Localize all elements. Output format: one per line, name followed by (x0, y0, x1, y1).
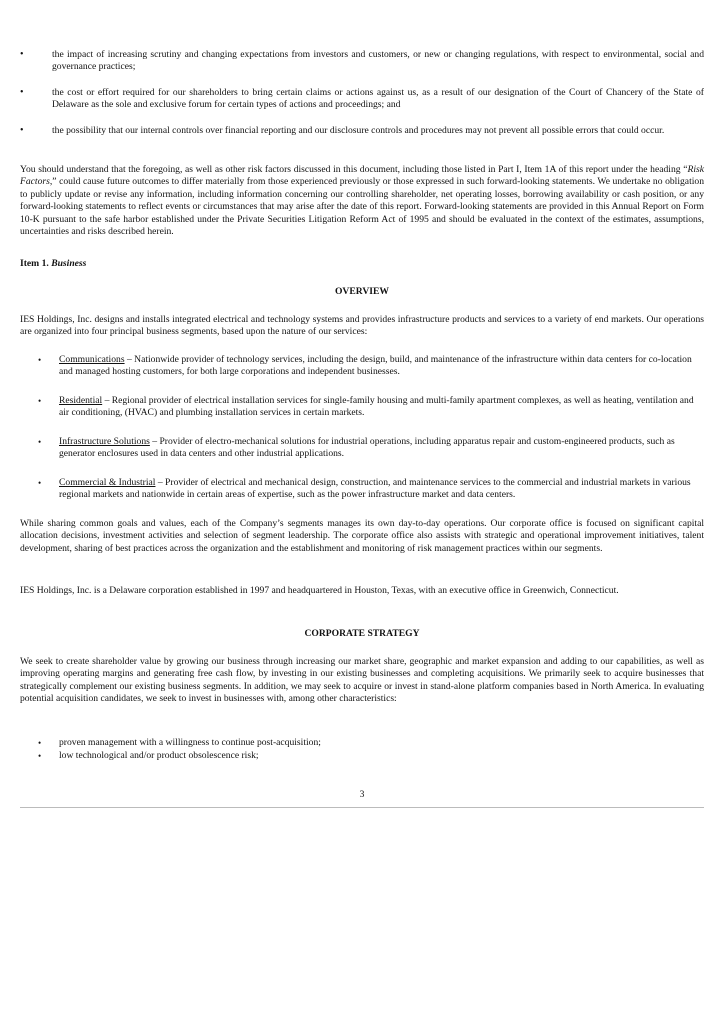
bullet-icon: • (38, 355, 42, 365)
segment-name: Communications (59, 354, 125, 365)
bullet-icon: • (20, 125, 24, 136)
overview-paragraph-2: While sharing common goals and values, each of the Company’s segments manages its own day-to-day operations. Our corporate office is focused on significant capital allocation decisions, investment activities and selection of segment leadership. The corporate office also assists with strategic and operational improvement initiatives, talent development, sharing of best practices across the organization and the establishment and monitoring of risk management practices within our segments. (20, 518, 704, 554)
bullet-text: low technological and/or product obsolescence risk; (59, 750, 259, 761)
segment-item-commercial-industrial (38, 477, 700, 502)
strategy-bullet (38, 750, 700, 762)
segment-desc: – Nationwide provider of technology services, including the design, build, and maintenance of the infrastructure within data centers for co-location and managed hosting customers, for both large corporations and independent businesses. (59, 354, 692, 378)
strategy-bullet (38, 737, 700, 749)
risk-factors-paragraph: You should understand that the foregoing, as well as other risk factors discussed in this document, including those listed in Part I, Item 1A of this report under the heading “Risk Factors,” could cause future outcomes to differ materially from those experienced previously or those expressed in such forward-looking statements. We undertake no obligation to publicly update or revise any information, including information concerning our controlling shareholder, net operating losses, borrowing availability or cash position, or any forward-looking statements to reflect events or circumstances that may arise after the date of this report. Forward-looking statements are provided in this Annual Report on Form 10-K pursuant to the safe harbor established under the Private Securities Litigation Reform Act of 1995 and should be evaluated in the context of the estimates, assumptions, uncertainties and risks described herein. (20, 164, 704, 238)
bullet-text: the cost or effort required for our shareholders to bring certain claims or actions against us, as a result of our designation of the Court of Chancery of the State of Delaware as the sole and exclusive forum for certain types of actions and proceedings; and (52, 87, 704, 111)
bullet-text: proven management with a willingness to continue post-acquisition; (59, 737, 321, 748)
bullet-icon: • (20, 49, 24, 60)
overview-heading: OVERVIEW (334, 286, 390, 297)
bullet-icon: • (20, 87, 24, 98)
item-1-heading: Item 1. Business (20, 258, 87, 269)
risk-factors-emphasis: Risk Factors (20, 164, 704, 188)
segment-desc: – Provider of electrical and mechanical design, construction, and maintenance services to the commercial and industrial markets in various regional markets and nationwide in certain areas of expertise, such as the power infrastructure market and data centers. (59, 477, 691, 501)
bullet-text: the possibility that our internal controls over financial reporting and our disclosure controls and procedures may not prevent all possible errors that could occur. (52, 125, 665, 136)
segment-desc: – Provider of electro-mechanical solutions for industrial operations, including apparatus repair and custom-engineered products, such as generator enclosures used in data centers and other industrial applications. (59, 436, 675, 460)
segment-name: Infrastructure Solutions (59, 436, 150, 447)
segment-name: Commercial & Industrial (59, 477, 156, 488)
bullet-icon: • (38, 396, 42, 406)
corporate-strategy-heading: CORPORATE STRATEGY (304, 628, 420, 639)
bullet-text: the impact of increasing scrutiny and changing expectations from investors and customers, or new or changing regulations, with respect to environmental, social and governance practices; (52, 49, 704, 73)
segment-item-communications (38, 354, 700, 379)
bullet-icon: • (38, 751, 42, 761)
page-divider (20, 807, 704, 808)
bullet-icon: • (38, 478, 42, 488)
page-number: 3 (359, 789, 365, 800)
risk-bullet (20, 125, 704, 137)
segment-name: Residential (59, 395, 103, 406)
bullet-icon: • (38, 738, 42, 748)
bullet-icon: • (38, 437, 42, 447)
risk-bullet (20, 49, 704, 74)
risk-bullet (20, 87, 704, 112)
strategy-paragraph: We seek to create shareholder value by growing our business through increasing our market share, geographic and market expansion and adding to our capabilities, as well as improving operating margins and generating free cash flow, by investing in our existing businesses and completing acquisitions. We primarily seek to acquire businesses that strategically complement our existing business segments. In addition, we may seek to acquire or invest in stand-alone platform companies based in North America. In evaluating potential acquisition candidates, we seek to invest in businesses with, among other characteristics: (20, 656, 704, 705)
segment-desc: – Regional provider of electrical installation services for single-family housing and multi-family apartment complexes, as well as heating, ventilation and air conditioning, (HVAC) and plumbing installation services in certain markets. (59, 395, 694, 419)
segment-item-infrastructure (38, 436, 700, 461)
overview-paragraph-3: IES Holdings, Inc. is a Delaware corporation established in 1997 and headquartered in Houston, Texas, with an executive office in Greenwich, Connecticut. (20, 585, 619, 596)
segment-item-residential (38, 395, 700, 420)
overview-intro: IES Holdings, Inc. designs and installs integrated electrical and technology systems and provides infrastructure products and services to a variety of end markets. Our operations are organized into four principal business segments, based upon the nature of our services: (20, 314, 704, 338)
